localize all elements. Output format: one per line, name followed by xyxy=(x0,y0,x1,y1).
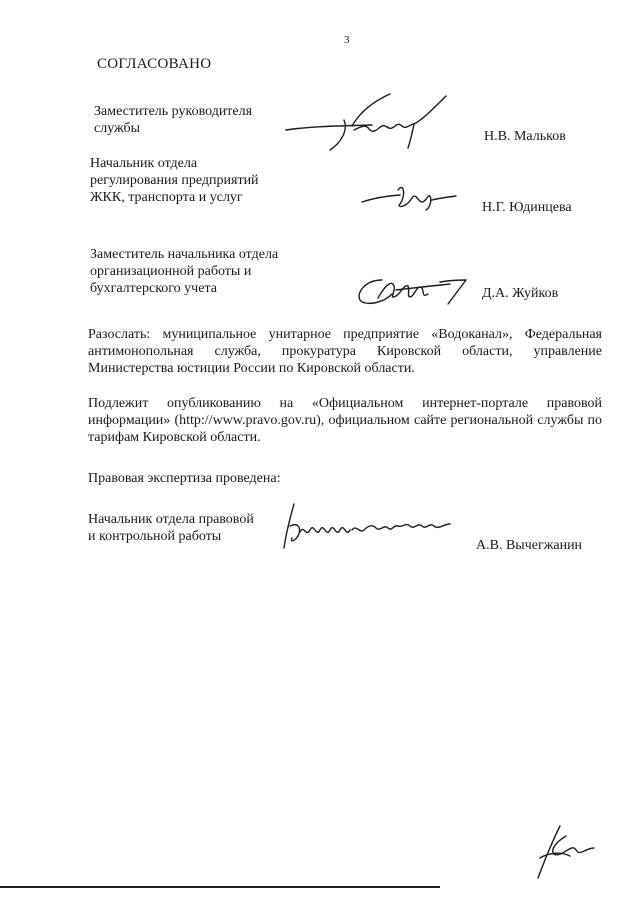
signature-malkov xyxy=(282,90,462,160)
signature-vychegzhanin xyxy=(268,498,468,558)
approver-name-1: Н.В. Мальков xyxy=(484,129,566,144)
bottom-rule xyxy=(0,886,440,888)
legal-signer-title: Начальник отдела правовой и контрольной работы xyxy=(88,512,254,544)
legal-review-note: Правовая экспертиза проведена: xyxy=(88,471,281,486)
approver-title-2: Начальник отдела регулирования предприятий ЖКК, транспорта и услуг xyxy=(90,156,259,205)
distribution-paragraph: Разослать: муниципальное унитарное предприятие «Водоканал», Федеральная антимонопольная служба, прокуратура Кировской области, управление Министерства юстиции России по Кировской области. xyxy=(88,327,602,376)
approver-name-2: Н.Г. Юдинцева xyxy=(482,200,572,215)
publication-paragraph: Подлежит опубликованию на «Официальном интернет-портале правовой информации» (http://www.pravo.gov.ru), официальном сайте региональной службы по тарифам Кировской области. xyxy=(88,396,602,445)
approver-title-3: Заместитель начальника отдела организационной работы и бухгалтерского учета xyxy=(90,247,279,296)
legal-signer-name: А.В. Вычегжанин xyxy=(476,538,583,553)
signature-zhuykov xyxy=(352,272,472,312)
approver-title-1: Заместитель руководителя службы xyxy=(94,104,253,136)
page-number: 3 xyxy=(344,34,350,46)
approval-header: СОГЛАСОВАНО xyxy=(97,56,212,72)
approver-name-3: Д.А. Жуйков xyxy=(482,286,559,301)
signature-yudintseva xyxy=(360,178,460,218)
initials-mark xyxy=(530,822,600,882)
